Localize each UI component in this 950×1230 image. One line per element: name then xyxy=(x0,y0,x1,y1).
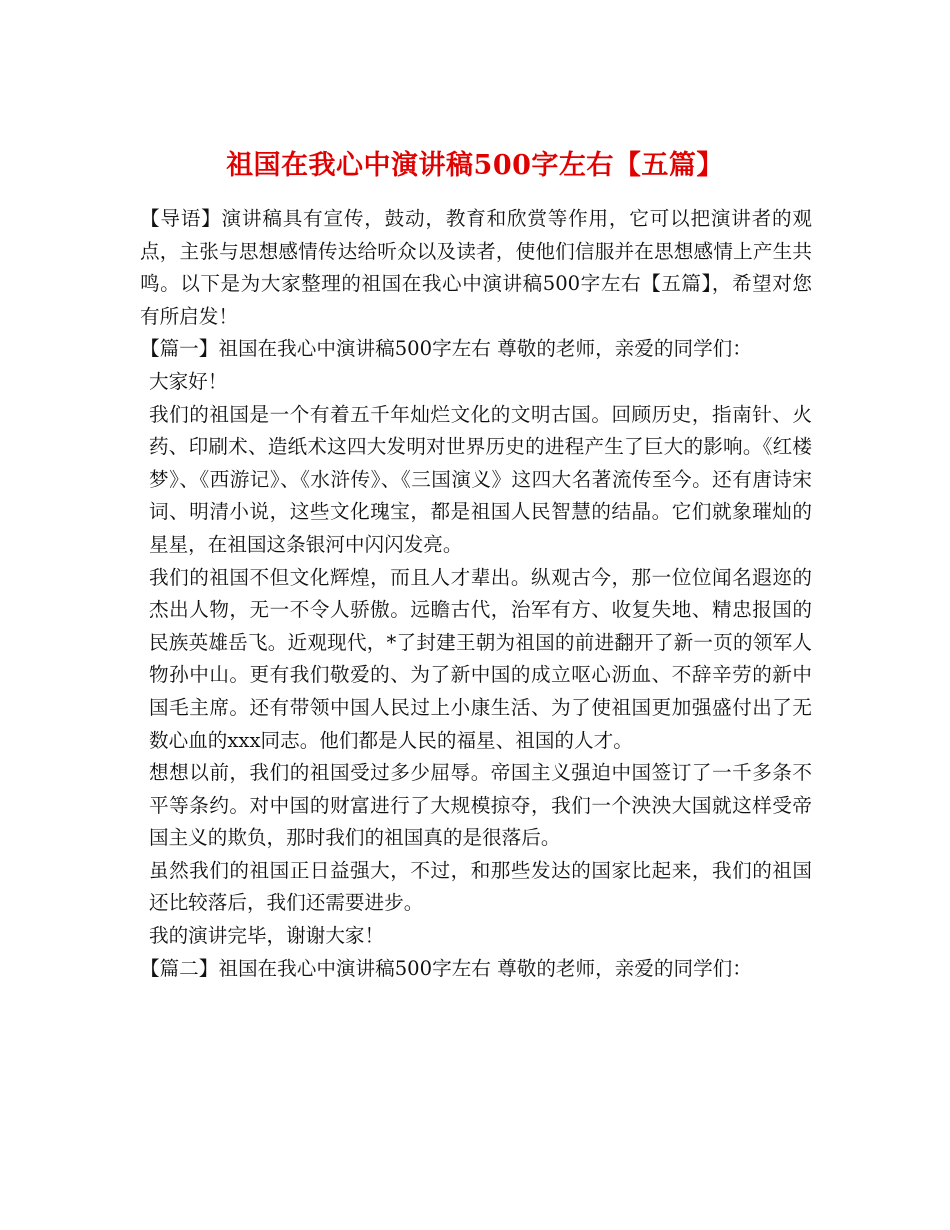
section-heading-2: 【篇二】祖国在我心中演讲稿500字左右 尊敬的老师，亲爱的同学们： xyxy=(140,956,752,980)
greeting-paragraph: 大家好！ xyxy=(149,369,228,393)
body-paragraph: 我们的祖国是一个有着五千年灿烂文化的文明古国。回顾历史，指南针、火药、印刷术、造纸术这四大发明对世界历史的进程产生了巨大的影响。《红楼梦》、《西游记》、《水浒传》、《三国演义》这四大名著流传至今。还有唐诗宋词、明清小说，这些文化瑰宝，都是祖国人民智慧的结晶。它们就象璀灿的星星，在祖国这条银河中闪闪发亮。 xyxy=(149,402,812,556)
closing-paragraph: 我的演讲完毕，谢谢大家！ xyxy=(149,924,385,948)
body-paragraph: 想想以前，我们的祖国受过多少屈辱。帝国主义强迫中国签订了一千多条不平等条约。对中国的财富进行了大规模掠夺，我们一个泱泱大国就这样受帝国主义的欺负，那时我们的祖国真的是很落后。 xyxy=(149,761,812,850)
body-paragraph: 我们的祖国不但文化辉煌，而且人才辈出。纵观古今，那一位位闻名遐迩的杰出人物，无一不令人骄傲。远瞻古代，治军有方、收复失地、精忠报国的民族英雄岳飞。近观现代，*了封建王朝为祖国的前进翻开了新一页的领军人物孙中山。更有我们敬爱的、为了新中国的成立呕心沥血、不辞辛劳的新中国毛主席。还有带领中国人民过上小康生活、为了使祖国更加强盛付出了无数心血的xxx同志。他们都是人民的福星、祖国的人才。 xyxy=(149,565,812,752)
body-paragraph: 虽然我们的祖国正日益强大，不过，和那些发达的国家比起来，我们的祖国还比较落后，我们还需要进步。 xyxy=(149,858,812,915)
section-heading-1: 【篇一】祖国在我心中演讲稿500字左右 尊敬的老师，亲爱的同学们： xyxy=(140,337,752,361)
document-body xyxy=(140,203,812,985)
document-title: 祖国在我心中演讲稿500字左右【五篇】 xyxy=(226,150,724,182)
intro-paragraph: 【导语】演讲稿具有宣传，鼓动，教育和欣赏等作用，它可以把演讲者的观点，主张与思想感情传达给听众以及读者，使他们信服并在思想感情上产生共鸣。以下是为大家整理的祖国在我心中演讲稿500字左右【五篇】，希望对您有所启发！ xyxy=(140,207,812,328)
